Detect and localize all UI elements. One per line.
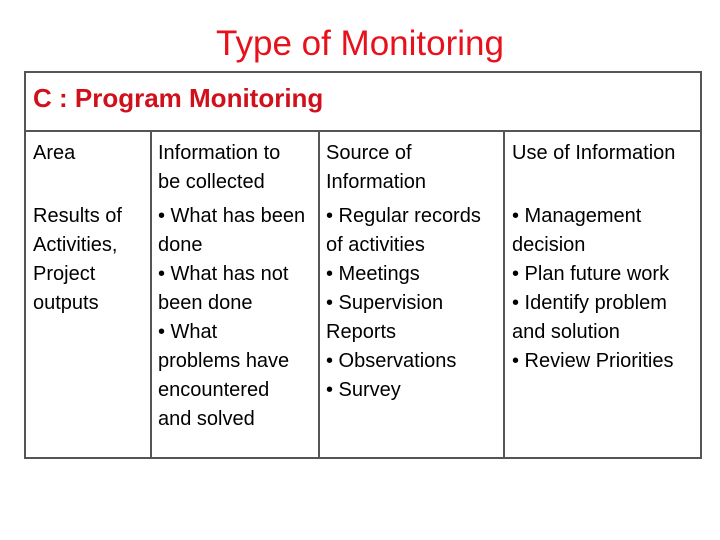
- column-divider: [150, 132, 152, 457]
- cell-information-to-be-collected: • What has been done • What has not been done • What problems have encountered and solved: [158, 205, 306, 430]
- column-header-use-of-information: Use of Information: [512, 142, 676, 164]
- cell-source-of-information: • Regular records of activities • Meetings • Supervision Reports • Observations • Survey: [326, 205, 481, 401]
- table-header-label: C : Program Monitoring: [33, 83, 324, 113]
- monitoring-table: [24, 71, 702, 459]
- cell-use-of-information: • Management decision • Plan future work • Identify problem and solution • Review Priorities: [512, 205, 674, 372]
- column-header-source-of-information: Source of Information: [326, 142, 427, 193]
- column-divider: [318, 132, 320, 457]
- column-divider: [503, 132, 505, 457]
- column-header-area: Area: [33, 142, 76, 164]
- cell-area: Results of Activities, Project outputs: [33, 205, 122, 314]
- slide-title: Type of Monitoring: [216, 24, 504, 63]
- table-header-row: [26, 73, 700, 132]
- column-header-information-to-be-collected: Information to be collected: [158, 142, 281, 193]
